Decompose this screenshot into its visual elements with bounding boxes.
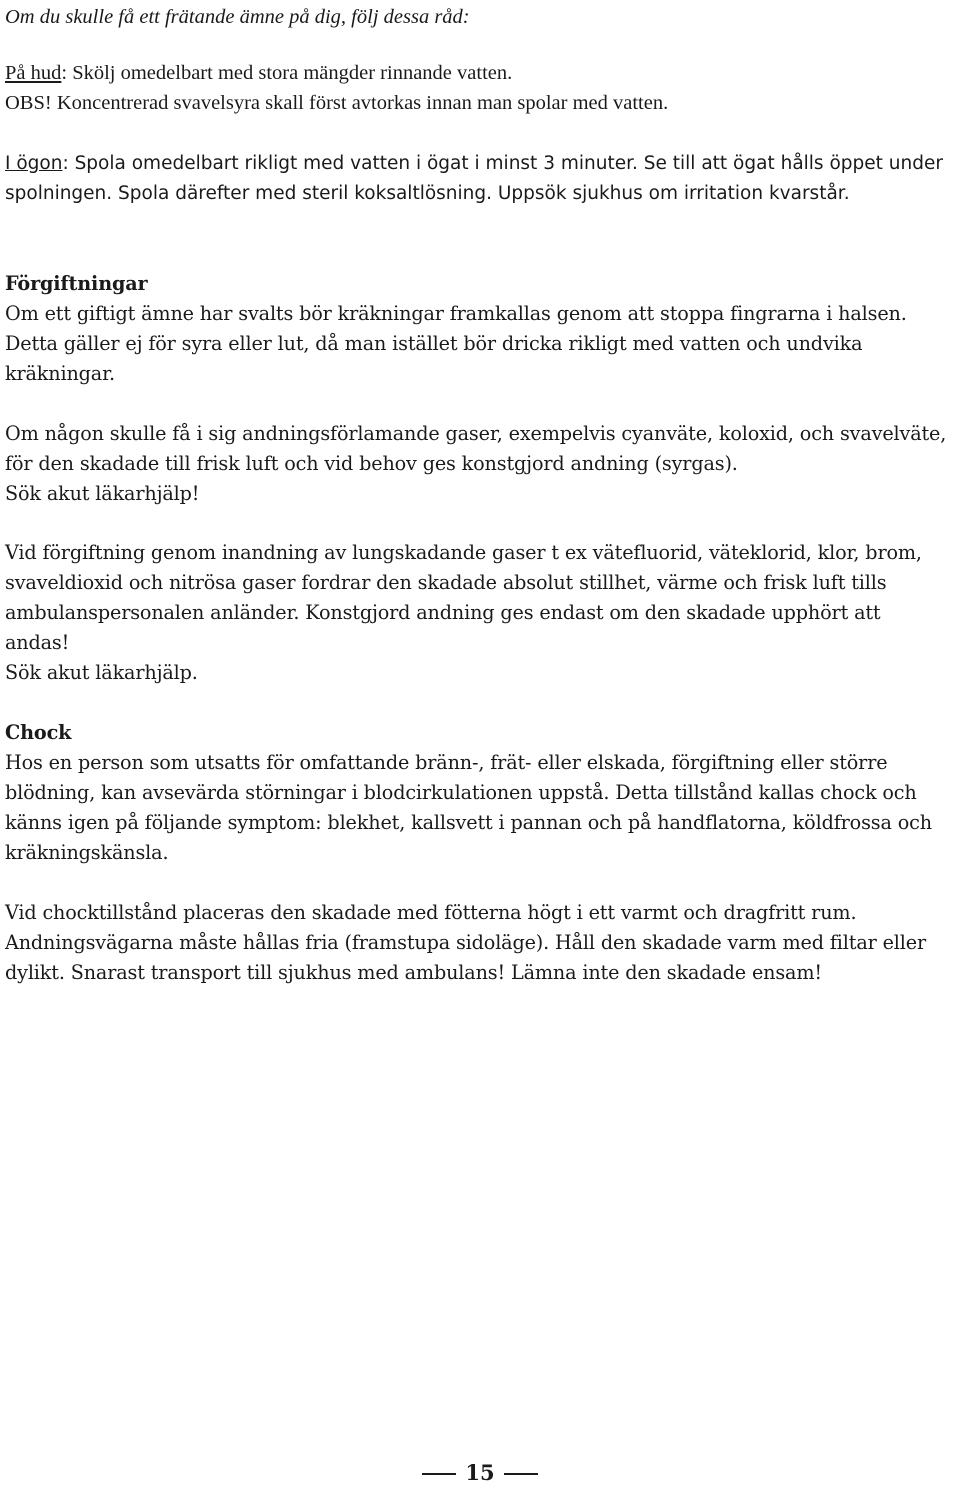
skin-section <box>5 58 950 118</box>
shock-care-section <box>5 898 950 988</box>
eyes-label: I ögon <box>5 153 63 174</box>
inhalation-help: Sök akut läkarhjälp. <box>5 661 198 684</box>
gases-help: Sök akut läkarhjälp! <box>5 482 200 505</box>
eyes-section <box>5 149 950 209</box>
footer-dash-left <box>422 1473 456 1475</box>
page-footer <box>0 1458 960 1488</box>
shock-text: Hos en person som utsatts för omfattande bränn-, frät- eller elskada, förgiftning eller större blödning, kan avsevärda störningar i blodcirkulationen uppstå. Detta tillstånd kallas chock och känns igen på följande symptom: blekhet, kallsvett i pannan och på handflatorna, köldfrossa och kräkningskänsla. <box>5 751 932 864</box>
skin-instruction <box>5 58 950 88</box>
poisoning-text: Om ett giftigt ämne har svalts bör kräkningar framkallas genom att stoppa fingrarna i halsen. Detta gäller ej för syra eller lut, då man istället bör dricka rikligt med vatten och undvika kräkningar. <box>5 302 907 385</box>
shock-care-text: Vid chocktillstånd placeras den skadade med fötterna högt i ett varmt och dragfritt rum. Andningsvägarna måste hållas fria (framstupa sidoläge). Håll den skadade varm med filtar eller dylikt. Snarast transport till sjukhus med ambulans! Lämna inte den skadade ensam! <box>5 901 926 984</box>
inhalation-section <box>5 538 950 688</box>
eyes-instruction <box>5 149 950 209</box>
footer-dash-right <box>504 1473 538 1475</box>
intro-line: Om du skulle få ett frätande ämne på dig, följ dessa råd: <box>5 6 470 28</box>
skin-obs: OBS! Koncentrerad svavelsyra skall först avtorkas innan man spolar med vatten. <box>5 92 669 114</box>
poisoning-section <box>5 269 950 389</box>
page-number: 15 <box>465 1460 495 1485</box>
inhalation-text: Vid förgiftning genom inandning av lungskadande gaser t ex vätefluorid, väteklorid, klor, brom, svaveldioxid och nitrösa gaser fordrar den skadade absolut stillhet, värme och frisk luft tills ambulanspersonalen anländer. Konstgjord andning ges endast om den skadade upphört att andas! <box>5 541 922 654</box>
shock-heading: Chock <box>5 721 72 744</box>
poisoning-heading: Förgiftningar <box>5 272 148 295</box>
shock-section <box>5 718 950 868</box>
eyes-text-1: : Spola omedelbart rikligt med vatten i ögat i minst 3 minuter. <box>62 153 638 174</box>
gases-section <box>5 419 950 509</box>
skin-text: : Skölj omedelbart med stora mängder rinnande vatten. <box>61 62 513 84</box>
skin-label: På hud <box>5 62 62 84</box>
eyes-text-2: Se till att ögat hålls öppet under spolningen. Spola därefter med steril koksaltlösning. Uppsök sjukhus om irritation kvarstår. <box>5 153 943 204</box>
gases-text: Om någon skulle få i sig andningsförlamande gaser, exempelvis cyanväte, koloxid, och svavelväte, för den skadade till frisk luft och vid behov ges konstgjord andning (syrgas). <box>5 422 947 475</box>
